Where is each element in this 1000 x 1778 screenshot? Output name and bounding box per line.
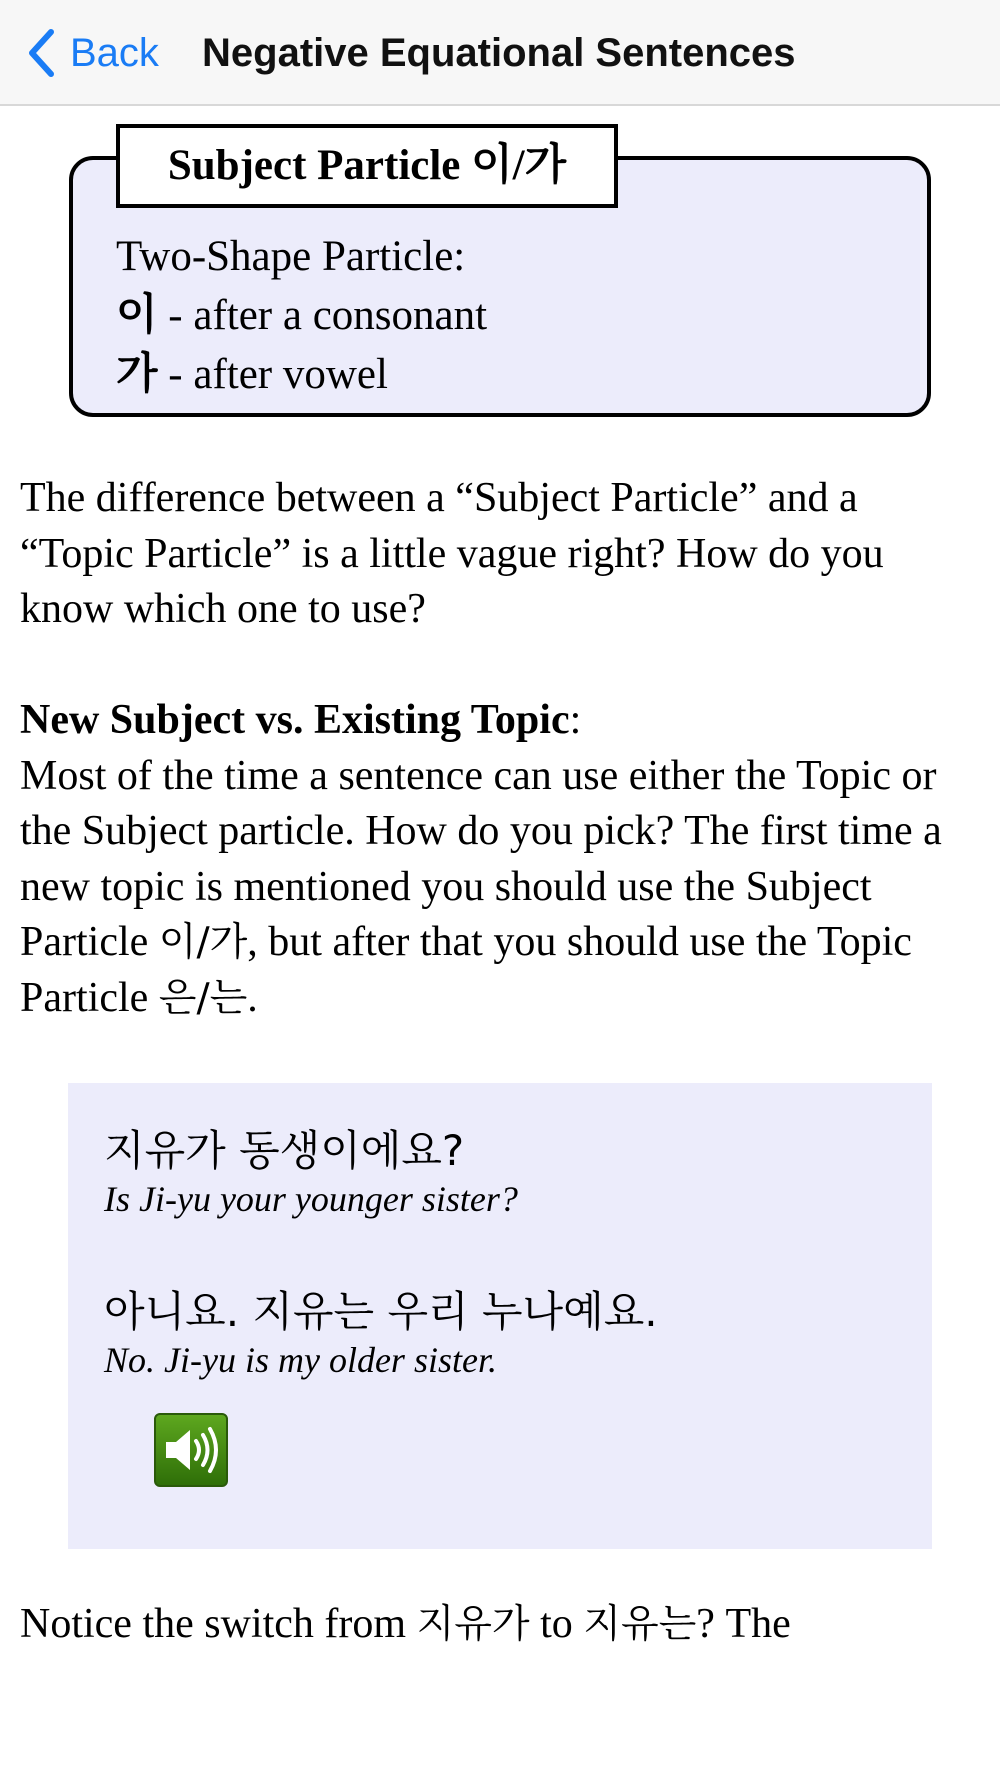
- section-text-1: Most of the time a sentence can use either the Topic or the Subject particle. How do you pick? The first time a new topic is mentioned you should use the Subject Particle: [20, 752, 942, 965]
- particle-description: - after vowel: [157, 351, 388, 398]
- example-answer-korean: 아니요. 지유는 우리 누나예요.: [104, 1287, 658, 1336]
- chevron-left-icon: [26, 28, 56, 78]
- intro-paragraph: The difference between a “Subject Particle” and a “Topic Particle” is a little vague right? How do you know which one to use?: [20, 475, 884, 632]
- play-audio-button[interactable]: [154, 1413, 228, 1487]
- particle-card-intro: Two-Shape Particle:: [116, 233, 466, 280]
- page-title: Negative Equational Sentences: [202, 31, 796, 75]
- notice-paragraph: [20, 1597, 980, 1653]
- particle-card-title: Subject Particle 이/가: [116, 124, 618, 208]
- notice-word-2: 지유는: [583, 1602, 697, 1647]
- section-heading: New Subject vs. Existing Topic: [20, 697, 570, 743]
- particle-card-body: [116, 228, 487, 404]
- particle-symbol: 이: [116, 290, 158, 340]
- section-text-2: , but after that you should use the Topic Particle: [20, 919, 912, 1021]
- particle-row: [116, 345, 487, 404]
- particle-row: [116, 286, 487, 345]
- section-text-3: .: [247, 974, 258, 1021]
- example-question-korean: 지유가 동생이에요?: [104, 1126, 465, 1175]
- section-heading-suffix: :: [569, 697, 582, 743]
- speaker-icon: [154, 1413, 228, 1487]
- notice-text-1: Notice the switch from: [20, 1601, 417, 1647]
- navigation-bar: [0, 0, 1000, 106]
- notice-word-1: 지유가: [416, 1602, 530, 1647]
- back-button-label: Back: [70, 30, 159, 75]
- particle-description: - after a consonant: [157, 292, 488, 339]
- section-paragraph: [20, 693, 980, 1026]
- example-question-english: Is Ji-yu your younger sister?: [104, 1179, 518, 1219]
- particle-symbol: 가: [116, 349, 158, 399]
- example-panel: [68, 1083, 932, 1549]
- back-button[interactable]: [26, 22, 159, 84]
- notice-text-3: ? The: [696, 1601, 791, 1647]
- topic-particle-inline: 은/는: [158, 975, 248, 1021]
- example-answer-english: No. Ji-yu is my older sister.: [104, 1340, 497, 1380]
- subject-particle-inline: 이/가: [158, 920, 248, 965]
- notice-text-2: to: [529, 1601, 584, 1647]
